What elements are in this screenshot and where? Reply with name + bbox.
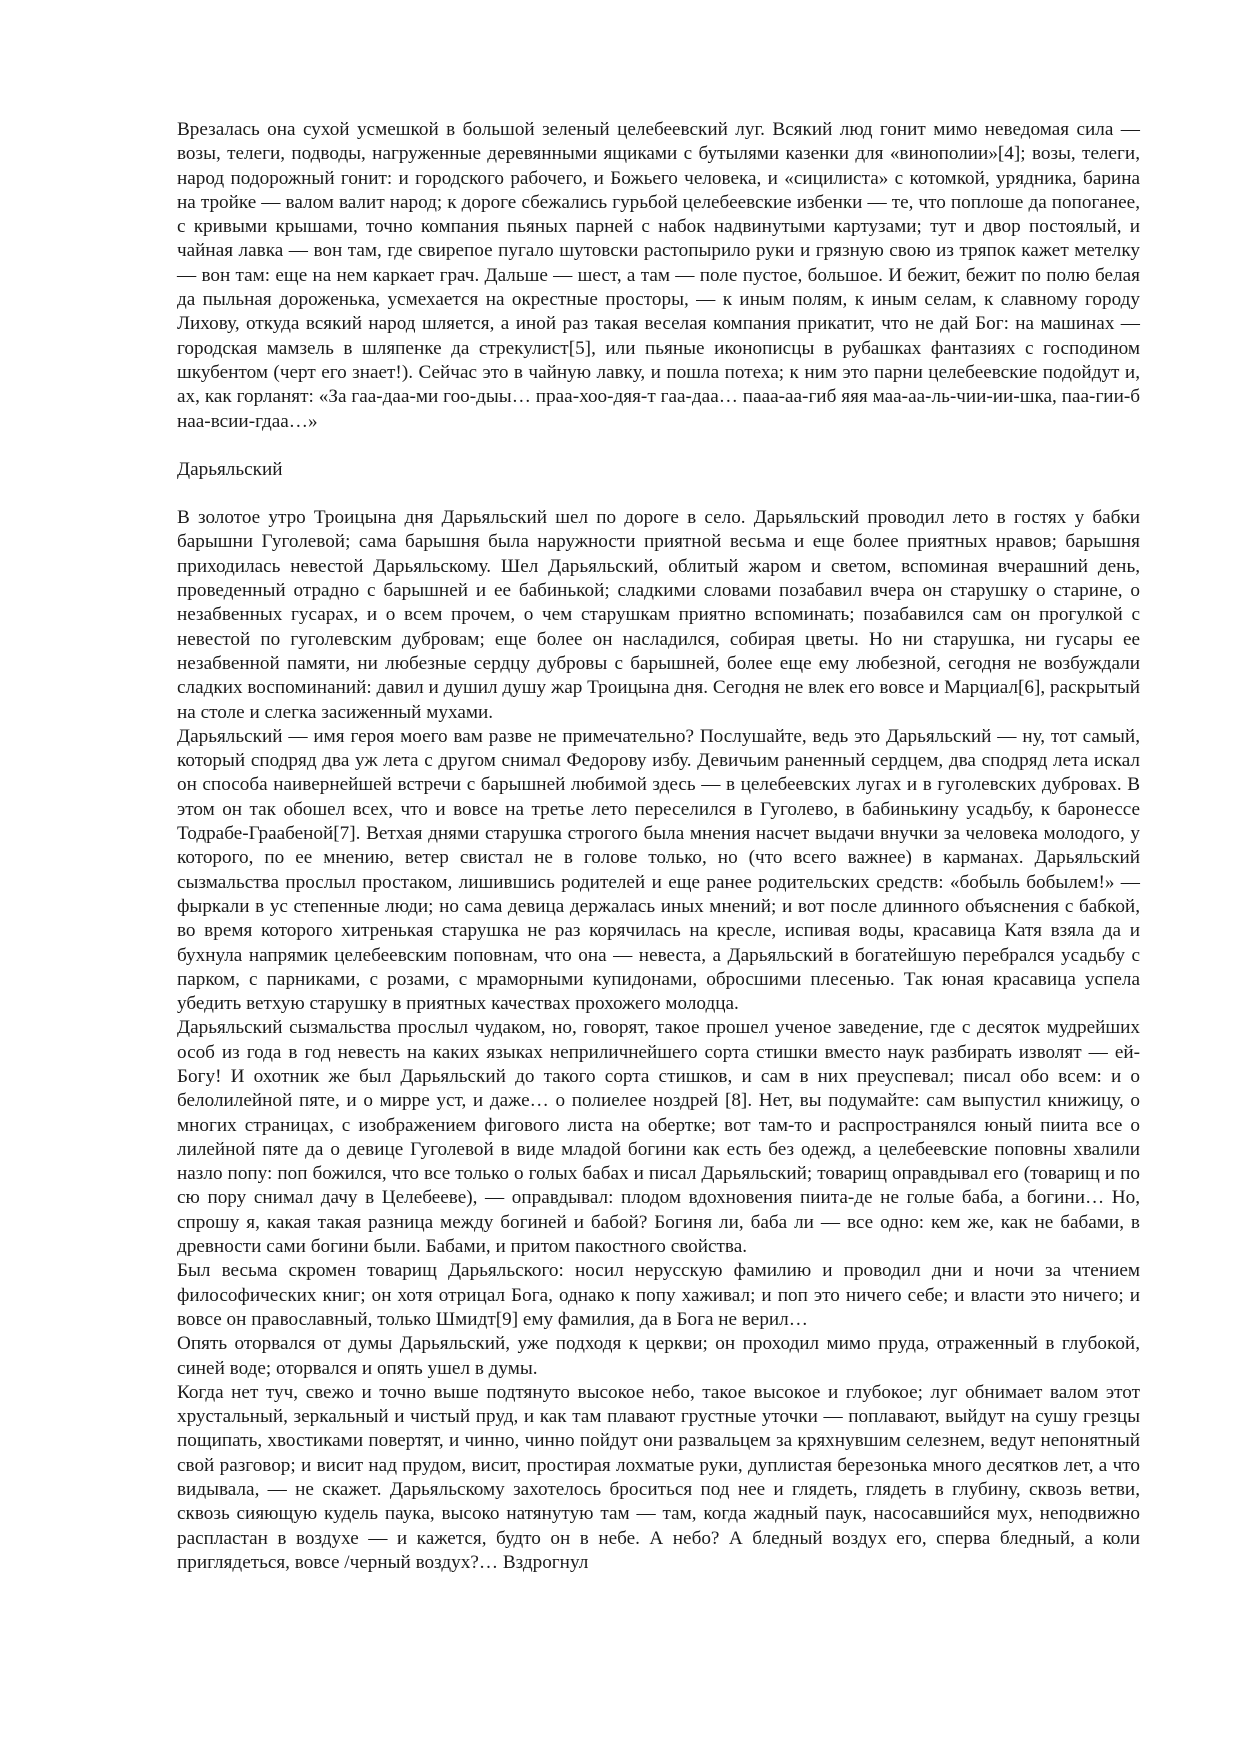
- body-paragraph-4: Был весьма скромен товарищ Дарьяльского: носил нерусскую фамилию и проводил дни и ночи за чтением философических книг; он хотя отрицал Бога, однако к попу хаживал; и поп это ничего себе; и власти это ничего; и вовсе он православный, только Шмидт[9] ему фамилия, да в Бога не верил…: [177, 1260, 1140, 1330]
- intro-paragraph: Врезалась она сухой усмешкой в большой зеленый целебеевский луг. Всякий люд гонит мимо неведомая сила — возы, телеги, подводы, нагруженные деревянными ящиками с бутылями казенки для «винополии»[4]; возы, телеги, народ подорожный гонит: и городского рабочего, и Божьего человека, и «сицилиста» с котомкой, урядника, барина на тройке — валом валит народ; к дороге сбежались гурьбой целебеевские избенки — те, что поплоше да попоганее, с кривыми крышами, точно компания пьяных парней с набок надвинутыми картузами; тут и двор постоялый, и чайная лавка — вон там, где свирепое пугало шутовски растопырило руки и грязную свою из тряпок кажет метелку — вон там: еще на нем каркает грач. Дальше — шест, а там — поле пустое, большое. И бежит, бежит по полю белая да пыльная дороженька, усмехается на окрестные просторы, — к иным полям, к иным селам, к славному городу Лихову, откуда всякий народ шляется, а иной раз такая веселая компания прикатит, что не дай Бог: на машинах — городская мамзель в шляпенке да стрекулист[5], или пьяные иконописцы в рубашках фантазиях с господином шкубентом (черт его знает!). Сейчас это в чайную лавку, и пошла потеха; к ним это парни целебеевские подойдут и, ах, как горланят: «За гаа-даа-ми гоо-дыы… праа-хоо-дяя-т гаа-даа… пааа-аа-гиб яяя маа-аа-ль-чии-ии-шка, паа-гии-б наа-всии-гдаа…»: [177, 119, 1140, 432]
- body-paragraph-2: Дарьяльский — имя героя моего вам разве не примечательно? Послушайте, ведь это Дарьяльский — ну, тот самый, который сподряд два уж лета с другом снимал Федорову избу. Девичьим раненный сердцем, два сподряд лета искал он способа наивернейшей встречи с барышней любимой здесь — в целебеевских лугах и в гуголевских дубровах. В этом он так обошел всех, что и вовсе на третье лето переселился в Гуголево, в бабинькину усадьбу, к баронессе Тодрабе-Граабеной[7]. Ветхая днями старушка строгого была мнения насчет выдачи внучки за человека молодого, у которого, по ее мнению, ветер свистал не в голове только, но (что всего важнее) в карманах. Дарьяльский сызмальства прослыл простаком, лишившись родителей и еще ранее родительских средств: «бобыль бобылем!» — фыркали в ус степенные люди; но сама девица держалась иных мнений; и вот после длинного объяснения с бабкой, во время которого хитренькая старушка не раз корячилась на кресле, испивая воды, красавица Катя взяла да и бухнула напрямик целебеевским поповнам, что она — невеста, а Дарьяльский в богатейшую перебрался усадьбу с парком, с парниками, с розами, с мраморными купидонами, обросшими плесенью. Так юная красавица успела убедить ветхую старушку в приятных качествах прохожего молодца.: [177, 725, 1140, 1015]
- body-paragraph-3: Дарьяльский сызмальства прослыл чудаком, но, говорят, такое прошел ученое заведение, где с десяток мудрейших особ из года в год невесть на каких языках неприличнейшего сорта стишки вместо наук разбирать изволят — ей-Богу! И охотник же был Дарьяльский до такого сорта стишков, и сам в них преуспевал; писал обо всем: и о белолилейной пяте, и о мирре уст, и даже… о полиелее ноздрей [8]. Нет, вы подумайте: сам выпустил книжицу, о многих страницах, с изображением фигового листа на обертке; вот там-то и распространялся юный пиита все о лилейной пяте да о девице Гуголевой в виде младой богини как есть без одежд, а целебеевские поповны хвалили назло попу: поп божился, что все только о голых бабах и писал Дарьяльский; товарищ оправдывал его (товарищ и по сю пору снимал дачу в Целебееве), — оправдывал: плодом вдохновения пиита-де не голые баба, а богини… Но, спрошу я, какая такая разница между богиней и бабой? Богиня ли, баба ли — все одно: кем же, как не бабами, в древности сами богини были. Бабами, и притом пакостного свойства.: [177, 1017, 1140, 1258]
- document-page: [177, 118, 1140, 1575]
- body-paragraph-5: Опять оторвался от думы Дарьяльский, уже подходя к церкви; он проходил мимо пруда, отраженный в глубокой, синей воде; оторвался и опять ушел в думы.: [177, 1333, 1140, 1379]
- section-heading: Дарьяльский: [177, 458, 283, 480]
- body-paragraph-6: Когда нет туч, свежо и точно выше подтянуто высокое небо, такое высокое и глубокое; луг обнимает валом этот хрустальный, зеркальный и чистый пруд, и как там плавают грустные уточки — поплавают, выйдут на сушу грезцы пощипать, хвостиками повертят, и чинно, чинно пойдут они развальцем за кряхнувшим селезнем, ведут непонятный свой разговор; и висит над прудом, висит, простирая лохматые руки, дуплистая березонька много десятков лет, а что видывала, — не скажет. Дарьяльскому захотелось броситься под нее и глядеть, глядеть в глубину, сквозь ветви, сквозь сияющую кудель паука, высоко натянутую там — там, когда жадный паук, насосавшийся мух, неподвижно распластан в воздухе — и кажется, будто он в небе. А небо? А бледный воздух его, сперва бледный, а коли приглядеться, вовсе /черный воздух?… Вздрогнул: [177, 1381, 1140, 1573]
- body-paragraph-1: В золотое утро Троицына дня Дарьяльский шел по дороге в село. Дарьяльский проводил лето в гостях у бабки барышни Гуголевой; сама барышня была наружности приятной весьма и еще более приятных нравов; барышня приходилась невестой Дарьяльскому. Шел Дарьяльский, облитый жаром и светом, вспоминая вчерашний день, проведенный отрадно с барышней и ее бабинькой; сладкими словами позабавил вчера он старушку о старине, о незабвенных гусарах, и о всем прочем, о чем старушкам приятно вспоминать; позабавился сам он прогулкой с невестой по гуголевским дубровам; еще более он насладился, собирая цветы. Но ни старушка, ни гусары ее незабвенной памяти, ни любезные сердцу дубровы с барышней, более еще ему любезной, сегодня не возбуждали сладких воспоминаний: давил и душил душу жар Троицына дня. Сегодня не влек его вовсе и Марциал[6], раскрытый на столе и слегка засиженный мухами.: [177, 507, 1140, 723]
